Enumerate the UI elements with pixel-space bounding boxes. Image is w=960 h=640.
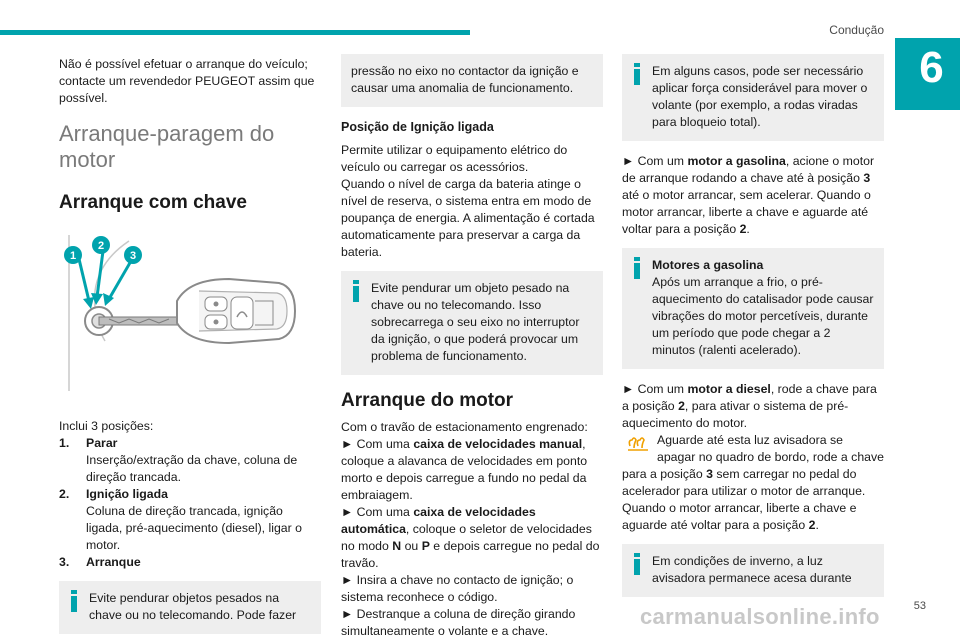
list-item	[59, 554, 321, 571]
info-icon	[632, 553, 642, 575]
chapter-number-tab: 6	[895, 38, 960, 110]
watermark: carmanualsonline.info	[640, 604, 880, 629]
list-number: 2.	[59, 487, 70, 501]
chapter-title: Condução	[829, 23, 884, 37]
heading-engine-start: Arranque do motor	[341, 390, 514, 411]
info-icon	[69, 590, 79, 612]
info-box-title: Motores a gasolina	[652, 258, 764, 272]
info-box	[341, 271, 603, 375]
glow-plug-warning-icon	[622, 432, 654, 456]
petrol-engine-step: ► Com um motor a gasolina, acione o motor de arranque rodando a chave até à posição 3 até o motor arrancar, sem acelerar. Quando o motor arrancar, liberte a chave e aguarde até voltar para a posição 2.	[622, 154, 875, 236]
info-box-text: Evite pendurar um objeto pesado na chave ou no telecomando. Isso sobrecarrega o seu eixo no interruptor da ignição, o que poderá provocar um problema de funcionamento.	[371, 281, 580, 363]
list-item	[59, 435, 321, 486]
position-description: Inserção/extração da chave, coluna de direção trancada.	[86, 453, 298, 484]
info-box-text: Em alguns casos, pode ser necessário aplicar força considerável para mover o volante (por exemplo, a rodas viradas para bloqueio total).	[652, 64, 868, 129]
position-title: Arranque	[86, 555, 141, 569]
unlock-steering-step: ► Destranque a coluna de direção girando simultaneamente o volante e a chave.	[341, 607, 576, 638]
info-box-text: Após um arranque a frio, o pré-aquecimento do catalisador pode causar vibrações do motor percetíveis, durante um período que pode chegar a 2 minutos (ralenti acelerado).	[652, 275, 874, 357]
list-number: 1.	[59, 436, 70, 450]
manual-gearbox-step: ► Com uma caixa de velocidades manual, coloque a alavanca de velocidades em ponto morto e depois carregue a fundo no pedal da embraiagem.	[341, 437, 588, 502]
info-box	[622, 544, 884, 597]
ignition-text-2: Quando o nível de carga da bateria atinge o nível de reserva, o sistema entra em modo de poupança de energia. A alimentação é cortada automaticamente para preservar a carga da bateria.	[341, 177, 595, 259]
column-3	[622, 54, 884, 609]
insert-key-step: ► Insira a chave no contacto de ignição; o sistema reconhece o código.	[341, 573, 574, 604]
column-2	[341, 54, 603, 640]
header-accent-line	[0, 30, 470, 35]
position-description: Coluna de direção trancada, ignição ligada, pré-aquecimento (diesel), ligar o motor.	[86, 504, 302, 552]
position-title: Ignição ligada	[86, 487, 168, 501]
info-box	[622, 248, 884, 369]
column-1	[59, 56, 321, 640]
info-box-text: Evite pendurar objetos pesados na chave ou no telecomando. Pode fazer	[89, 591, 297, 622]
list-number: 3.	[59, 555, 70, 569]
info-box-continued	[341, 54, 603, 107]
positions-list	[59, 435, 321, 571]
callout-1-label: 1	[69, 250, 77, 262]
diesel-engine-step: ► Com um motor a diesel, rode a chave para a posição 2, para ativar o sistema de pré-aquecimento do motor.	[622, 382, 877, 430]
info-box	[622, 54, 884, 141]
heading-key-start: Arranque com chave	[59, 192, 247, 213]
warning-light-paragraph: Aguarde até esta luz avisadora se apagar no quadro de bordo, rode a chave para a posição 3 sem carregar no pedal do acelerador para utilizar o motor de arranque. Quando o motor arrancar, liberte a chave e aguarde até voltar para a posição 2.	[622, 433, 884, 532]
ignition-text-1: Permite utilizar o equipamento elétrico do veículo ou carregar os acessórios.	[341, 143, 568, 174]
list-item	[59, 486, 321, 554]
callout-2-label: 2	[97, 240, 105, 252]
info-icon	[632, 257, 642, 279]
page-number: 53	[913, 600, 926, 612]
key-in-ignition-illustration	[59, 231, 299, 401]
info-icon	[632, 63, 642, 85]
position-title: Parar	[86, 436, 118, 450]
info-icon	[351, 280, 361, 302]
positions-intro: Inclui 3 posições:	[59, 419, 154, 433]
callout-3-label: 3	[129, 250, 137, 262]
info-box	[59, 581, 321, 634]
automatic-gearbox-step: ► Com uma caixa de velocidades automática, coloque o seletor de velocidades no modo N ou P e depois carregue no pedal do travão.	[341, 505, 600, 570]
section-title: Arranque-paragem do motor	[59, 121, 275, 172]
intro-text: Não é possível efetuar o arranque do veículo; contacte um revendedor PEUGEOT assim que possível.	[59, 57, 315, 105]
info-box-text: Em condições de inverno, a luz avisadora permanece acesa durante	[652, 554, 852, 585]
info-box-text: pressão no eixo no contactor da ignição e causar uma anomalia de funcionamento.	[351, 64, 579, 95]
heading-ignition-on: Posição de Ignição ligada	[341, 120, 494, 134]
parking-brake-text: Com o travão de estacionamento engrenado:	[341, 420, 588, 434]
